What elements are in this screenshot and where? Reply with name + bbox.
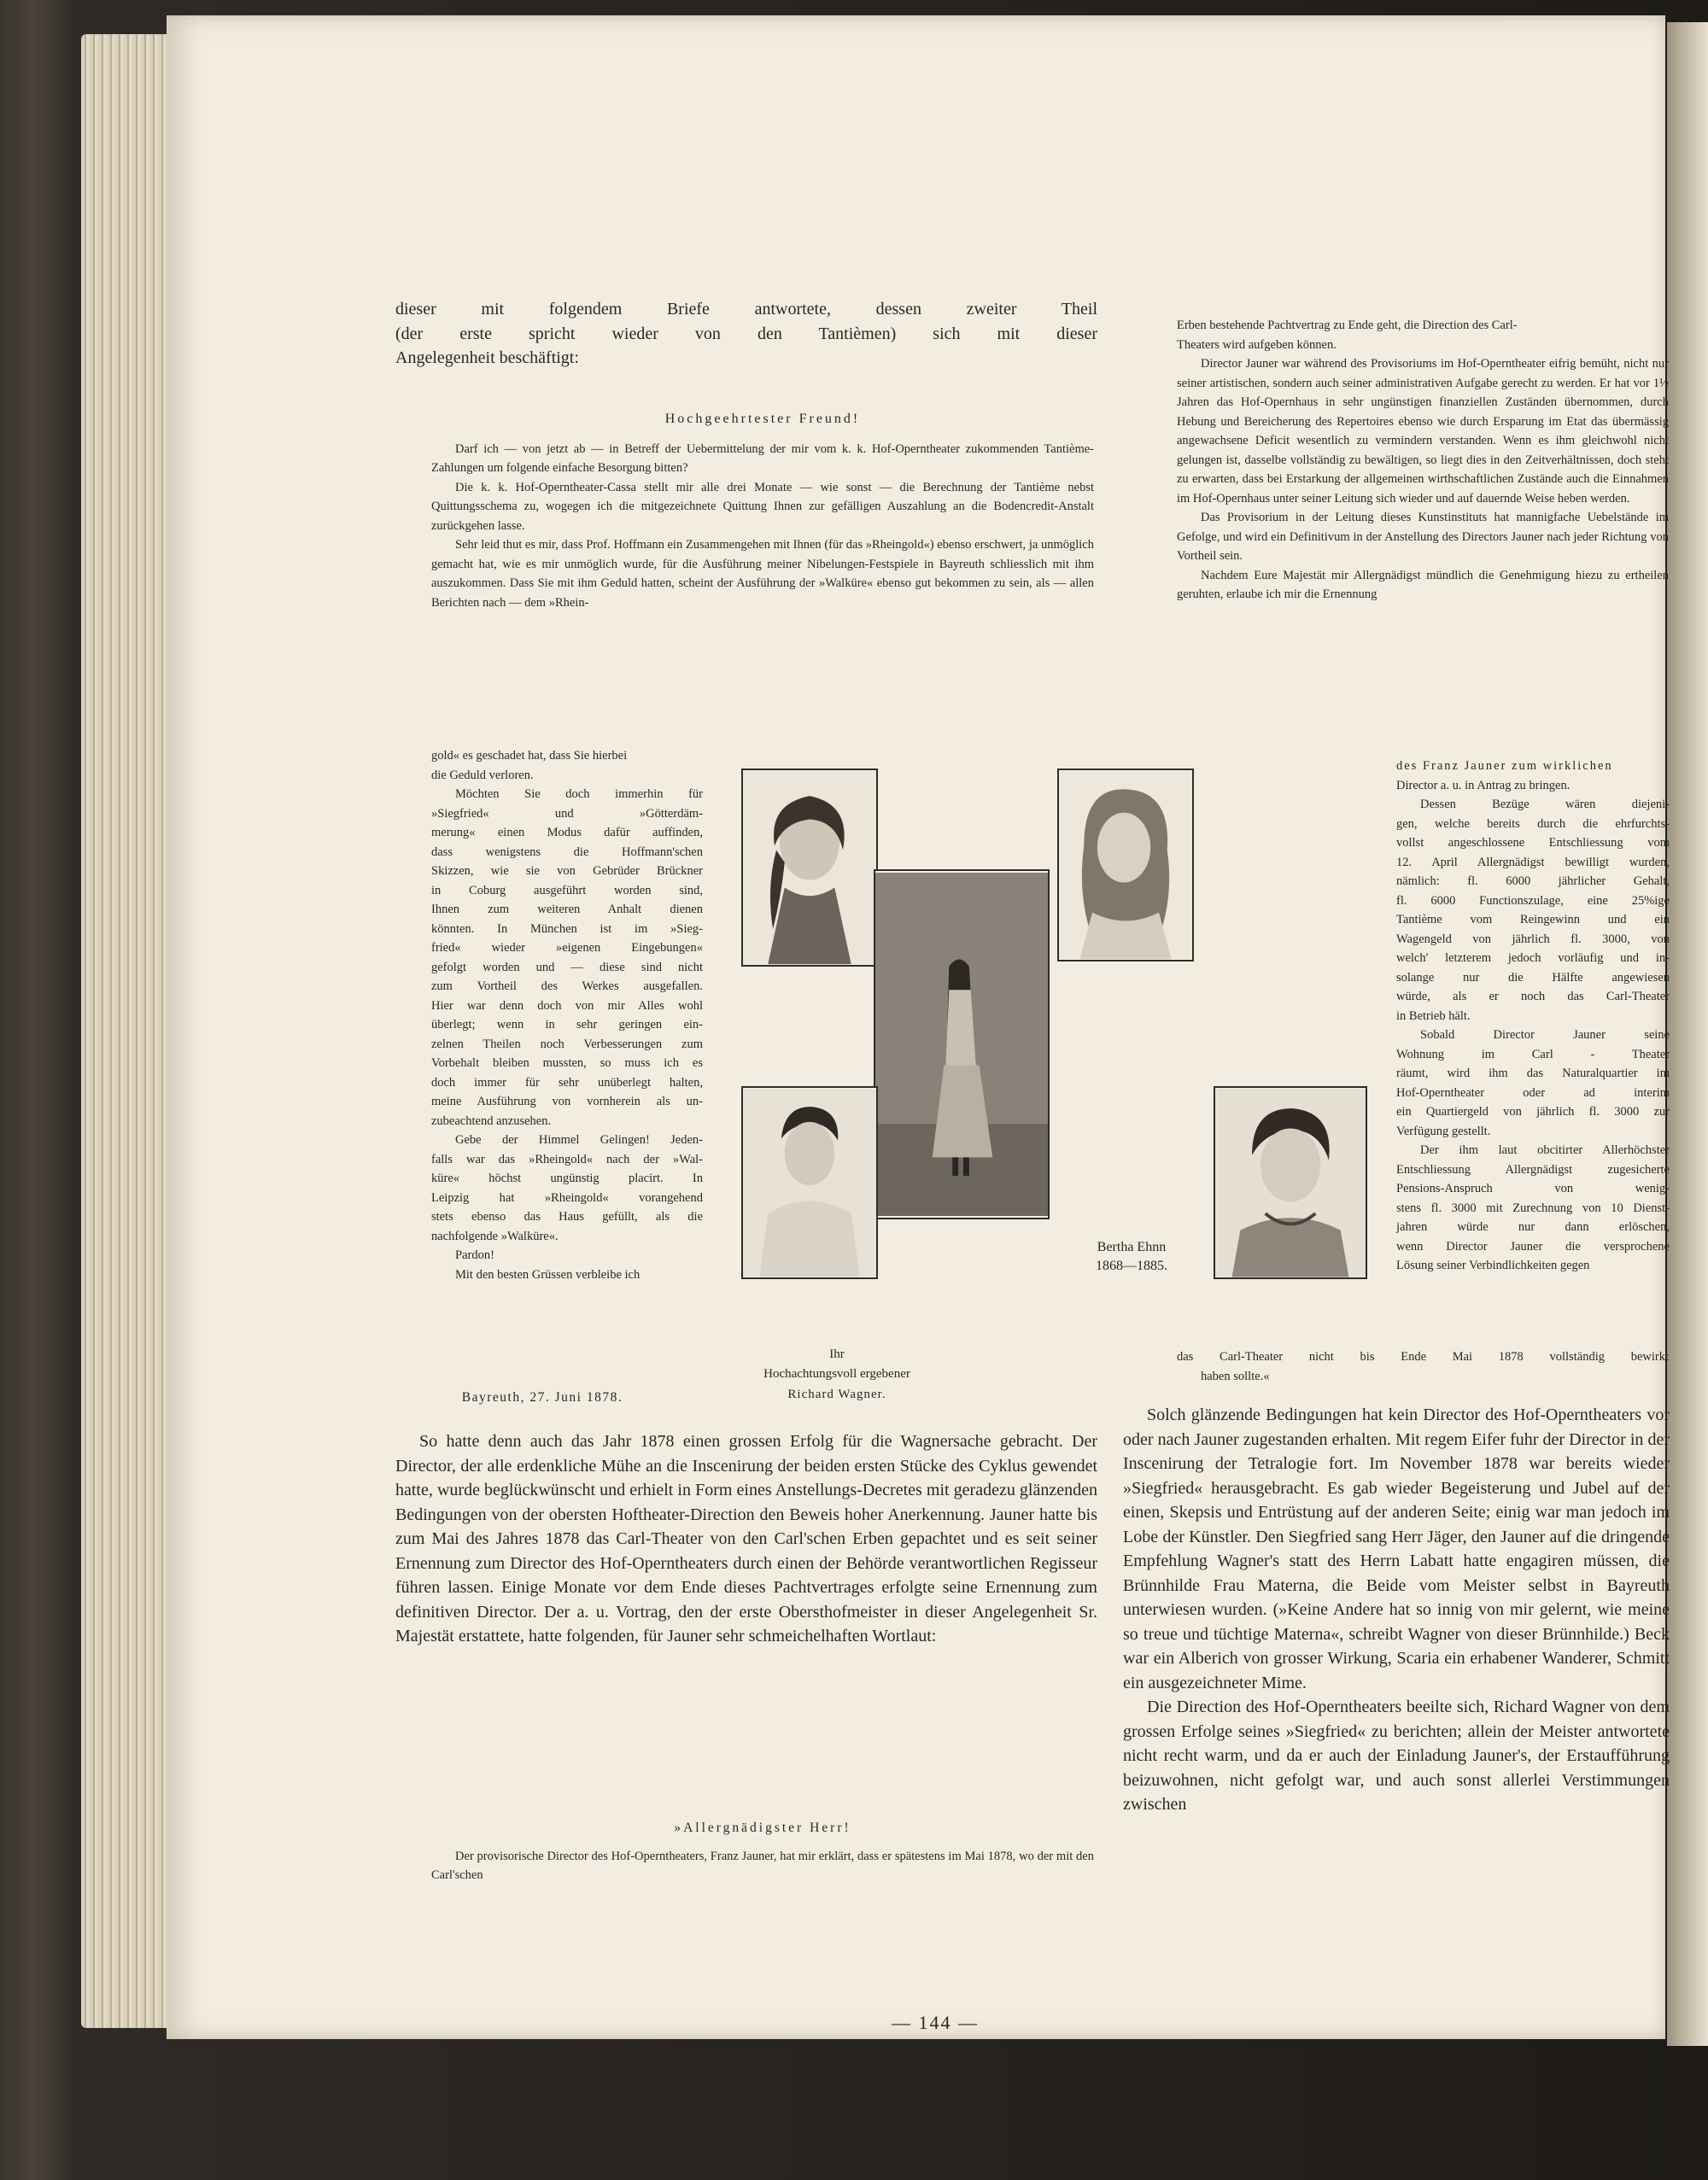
text-line: räumt, wird ihm das Naturalquartier im [1396, 1067, 1670, 1080]
text-line: Lösung seiner Verbindlichkeiten gegen [1396, 1259, 1590, 1272]
letter-hochachtungsvoll: Hochachtungsvoll ergebener [763, 1367, 910, 1381]
text-line: Skizzen, wie sie von Gebrüder Brückner [431, 864, 703, 878]
text-line: »Siegfried« und »Götterdäm- [431, 806, 703, 821]
text-line: nachfolgende »Walküre«. [431, 1229, 559, 1243]
letter [431, 410, 1094, 612]
letter-ihr: Ihr [829, 1347, 845, 1361]
text-line: welch' letzterem jedoch vorläufig und in- [1396, 951, 1670, 965]
letter-pardon: Pardon! [455, 1248, 494, 1262]
right-paragraph-7 [1396, 1141, 1670, 1276]
right-paragraph: Nachdem Eure Majestät mir Allergnädigst mündlich die Genehmigung hiezu zu ertheilen geruhten, erlaube ich mir die Ernennung [1177, 568, 1669, 601]
letter-paragraph-5 [431, 1131, 703, 1246]
portrait-image [743, 1088, 876, 1277]
text-line: Verfügung gestellt. [1396, 1124, 1491, 1138]
text-line: in Betrieb hält. [1396, 1008, 1471, 1023]
text-line: Pensions-Anspruch von wenig- [1396, 1182, 1670, 1195]
letter-paragraph: Die k. k. Hof-Operntheater-Cassa stellt mir alle drei Monate — wie sonst — die Berechnung der Tantième nebst Quittungsschema zu, wogegen ich die mitgezeichnete Quittung Ihnen zur gefälligen Auszahlung an die Bodencredit-Anstalt zurückgehen lasse. [431, 480, 1094, 533]
text-line: zelnen Theilen noch Verbesserungen zum [431, 1037, 703, 1051]
right-body [1123, 1403, 1670, 1817]
text-line: falls war das »Rheingold« nach der »Wal- [431, 1152, 703, 1166]
portrait-image [1059, 770, 1192, 960]
text-line: gefolgt worden und — diese sind nicht [431, 960, 703, 974]
right-line: des Franz Jauner zum wirklichen [1396, 759, 1613, 773]
portrait-image [1215, 1088, 1366, 1277]
text-line: 12. April Allergnädigst bewilligt wurden, [1396, 855, 1670, 869]
text-line: Vorbehalt bleiben mussten, so muss ich es [431, 1056, 703, 1070]
right-line: haben sollte.« [1201, 1369, 1270, 1383]
text-line: ein Quartiergeld von jährlich fl. 3000 zur [1396, 1105, 1670, 1119]
letter-line: gold« es geschadet hat, dass Sie hierbei [431, 749, 628, 763]
letter-place-date: Bayreuth, 27. Juni 1878. [461, 1390, 623, 1405]
text-line: jahren würde nur dann erlöschen, [1396, 1220, 1670, 1234]
right-paragraph-5 [1396, 795, 1670, 1026]
text-line: zubeachtend anzusehen. [431, 1113, 552, 1128]
right-body-paragraph: Die Direction des Hof-Operntheaters beeilte sich, Richard Wagner von dem grossen Erfolge seines »Siegfried« zu berichten; allein der Meister antwortete nicht recht warm, und da er auch der Einladung Jauner's, der Erstaufführung beizuwohnen, nicht gefolgt war, und auch sonst allerlei Verstimmungen zwischen [1123, 1698, 1670, 1814]
letter-paragraph: Darf ich — von jetzt ab — in Betreff der Uebermittelung der mir vom k. k. Hof-Operntheater zukommenden Tantième-Zahlungen um folgende einfache Besorgung bitten? [431, 441, 1094, 475]
page-number: — 144 — [892, 2012, 979, 2033]
text-line: Wagengeld von jährlich fl. 3000, von [1396, 932, 1670, 946]
intro-line: dieser mit folgendem Briefe antwortete, dessen zweiter Theil [395, 300, 1097, 319]
right-line: Theaters wird aufgeben können. [1177, 337, 1337, 352]
text-line: wenn Director Jauner die versprochene [1396, 1239, 1670, 1254]
text-line: Leipzig hat »Rheingold« vorangehend [431, 1190, 703, 1205]
left-body [395, 1429, 1097, 1649]
text-line: Tantième vom Reingewinn und ein [1396, 913, 1670, 926]
text-line: würde, als er noch das Carl-Theater [1396, 990, 1670, 1003]
intro-line: Angelegenheit beschäftigt: [395, 348, 579, 367]
text-line: Entschliessung Allergnädigst zugesicherte [1396, 1162, 1670, 1177]
text-line: nämlich: fl. 6000 jährlicher Gehalt, [1396, 874, 1670, 888]
letter-paragraph: Sehr leid thut es mir, dass Prof. Hoffmann ein Zusammengehen mit Ihnen (für das »Rheingold«) ebenso erschwert, ja unmöglich gemacht hat, wie es mir unmöglich wurde, für die Ausführung meiner Nibelungen-Festspiele in Bayreuth schliesslich mit ihm auszukommen. Dass Sie mit ihm Geduld hatten, scheint der Ausführung der »Walküre« ebenso gut bekommen zu sein, als — allen Berichten nach — dem »Rhein- [431, 538, 1094, 610]
text-line: überlegt; wenn in sehr geringen ein- [431, 1018, 703, 1032]
letter-line: die Geduld verloren. [431, 768, 534, 782]
portrait-photo-bottom-right [1214, 1086, 1367, 1279]
book-page [167, 15, 1670, 2039]
vortrag-paragraph: Der provisorische Director des Hof-Operntheaters, Franz Jauner, hat mir erklärt, dass er spätestens im Mai 1878, wo der mit den Carl'schen [431, 1849, 1094, 1882]
portrait-image [743, 770, 876, 965]
right-paragraph: Das Provisorium in der Leitung dieses Kunstinstituts hat mannigfache Uebelstände im Gefolge, und wird ein Definitivum in der Anstellung des Directors Jauner nach jeder Richtung von Vortheil sein. [1177, 511, 1669, 563]
portrait-photo-top-right [1057, 769, 1194, 961]
photo-caption-name: Bertha Ehnn [1097, 1240, 1167, 1254]
right-top [1177, 316, 1669, 605]
next-page-edge [1667, 22, 1708, 2046]
right-body-paragraph: Solch glänzende Bedingungen hat kein Director des Hof-Operntheaters vor oder nach Jauner zugestanden erhalten. Mit regem Eifer fuhr der Director in der Inscenirung der Tetralogie fort. Im November 1878 war bereits wieder »Siegfried« herausgebracht. Es gab wieder Begeisterung und Jubel auf der einen, Skepsis und Entrüstung auf der anderen Seite; einig war man jedoch im Lobe der Künstler. Den Siegfried sang Herr Jäger, den Jauner auf die dringende Empfehlung Wagner's statt des Herrn Labatt hatte engagiren müssen, die Brünnhilde Frau Materna, die Beide vom Meister selbst in Bayreuth unterwiesen wurden. (»Keine Andere hat so innig von mir gelernt, wie meine so treue und tüchtige Materna«, schreibt Wagner von dieser Brünnhilde.) Beck war ein Alberich von grosser Wirkung, Scaria ein erhabener Wanderer, Schmitt ein ausgezeichneter Mime. [1123, 1406, 1670, 1692]
photo-caption [1055, 1238, 1208, 1276]
text-line: Hier war denn doch von mir Alles wohl [431, 998, 703, 1013]
text-line: Dessen Bezüge wären diejeni- [1420, 798, 1670, 811]
text-line: fried« wieder »eigenen Eingebungen« [431, 941, 703, 955]
right-paragraph: Director Jauner war während des Provisoriums im Hof-Operntheater eifrig bemüht, nicht nur seiner artistischen, sondern auch seiner administrativen Aufgabe gerecht zu werden. Er hat vor 1½ Jahren das Hof-Opernhaus in sehr ungünstigen finanziellen Zuständen übernommen, durch Hebung und Bereicherung des Repertoires ebenso wie durch Ersparung im Etat das übermässig angewachsene Deficit wesentlich zu vermindern verstanden. Wenn es ihm gleichwohl nicht gelungen ist, dasselbe vollständig zu bewältigen, so liegt dies in den Zeitverhältnissen, doch steht zu erwarten, dass bei Erstarkung der allgemeinen wirthschaftlichen Zustände auch die Einnahmen im Hof-Opernhaus unter seiner Leitung sich wieder und auf dauernde Weise heben werden. [1177, 357, 1669, 506]
text-line: Gebe der Himmel Gelingen! Jeden- [455, 1133, 703, 1147]
right-p7-end [1177, 1347, 1669, 1386]
text-line: solange nur die Hälfte angewiesen [1396, 970, 1670, 985]
text-line: Der ihm laut obcitirter Allerhöchster [1420, 1143, 1670, 1157]
text-line: Möchten Sie doch immerhin für [455, 787, 703, 801]
text-line: küre« höchst ungünstig placirt. In [431, 1172, 703, 1185]
right-line: Director a. u. in Antrag zu bringen. [1396, 778, 1571, 792]
portrait-photo-top-left [741, 769, 878, 967]
left-body-paragraph: So hatte denn auch das Jahr 1878 einen grossen Erfolg für die Wagnersache gebracht. Der Director, der alle erdenkliche Mühe an die Inscenirung der beiden ersten Stücke des Cyklus gewendet hatte, wurde beglückwünscht und erhielt in Form eines Anstellungs-Decretes mit geradezu glänzenden Bedingungen von der obersten Hoftheater-Direction den Beweis hoher Anerkennung. Jauner hatte bis zum Mai des Jahres 1878 das Carl-Theater von den Carl'schen Erben gepachtet und es seit seiner Ernennung zum Director des Hof-Operntheaters durch einen der Behörde verantwortlichen Regisseur führen lassen. Einige Monate vor dem Ende dieses Pachtvertrages erfolgte seine Ernennung zum definitiven Director. Der a. u. Vortrag, den der erste Obersthofmeister in dieser Angelegenheit Sr. Majestät erstattete, hatte folgenden, für Jauner sehr schmeichelhaften Wortlaut: [395, 1432, 1097, 1645]
vortrag [431, 1819, 1094, 1885]
right-narrow [1396, 757, 1670, 1276]
right-paragraph-6 [1396, 1026, 1670, 1141]
text-line: fl. 6000 Functionszulage, eine 25%ige [1396, 893, 1670, 908]
right-line: das Carl-Theater nicht bis Ende Mai 1878 vollständig bewirkt [1177, 1350, 1669, 1364]
text-line: stens fl. 3000 mit Zurechnung von 10 Dienst- [1396, 1201, 1670, 1215]
letter-signature: Richard Wagner. [787, 1388, 886, 1401]
full-figure-image [875, 871, 1048, 1218]
text-line: doch immer für sehr unüberlegt halten, [431, 1075, 703, 1090]
text-line: in Coburg ausgeführt worden sind, [431, 883, 703, 897]
text-line: vollst angeschlossene Entschliessung vom [1396, 836, 1670, 850]
text-line: Wohnung im Carl - Theater [1396, 1047, 1670, 1061]
left-intro [395, 297, 1097, 371]
right-line: Erben bestehende Pachtvertrag zu Ende geht, die Direction des Carl- [1177, 319, 1518, 332]
text-line: dass wenigstens die Hoffmann'schen [431, 845, 703, 859]
text-line: gen, welche bereits durch die ehrfurchts- [1396, 816, 1670, 831]
text-line: Hof-Operntheater oder ad interim [1396, 1085, 1670, 1100]
letter-closing: Mit den besten Grüssen verbleibe ich [455, 1267, 640, 1282]
letter-paragraph-4 [431, 785, 703, 1131]
letter-narrow [431, 746, 703, 1284]
text-line: stets ebenso das Haus gefüllt, als die [431, 1210, 703, 1224]
text-line: meine Ausführung von vornherein als un- [431, 1095, 703, 1108]
text-line: könnten. In München ist im »Sieg- [431, 921, 703, 936]
portrait-photo-center [874, 869, 1050, 1219]
text-line: Sobald Director Jauner seine [1420, 1028, 1670, 1042]
intro-line: (der erste spricht wieder von den Tantièmen) sich mit dieser [395, 324, 1097, 343]
page-edges [81, 34, 175, 2028]
photo-caption-years: 1868—1885. [1096, 1259, 1167, 1273]
text-line: merung« einen Modus dafür auffinden, [431, 826, 703, 839]
letter-salutation: Hochgeehrtester Freund! [664, 412, 861, 426]
vortrag-salutation: »Allergnädigster Herr! [674, 1821, 851, 1835]
text-line: Ihnen zum weiteren Anhalt dienen [431, 903, 703, 916]
portrait-photo-bottom-left [741, 1086, 878, 1279]
text-line: zum Vortheil des Werkes ausgefallen. [431, 979, 703, 993]
